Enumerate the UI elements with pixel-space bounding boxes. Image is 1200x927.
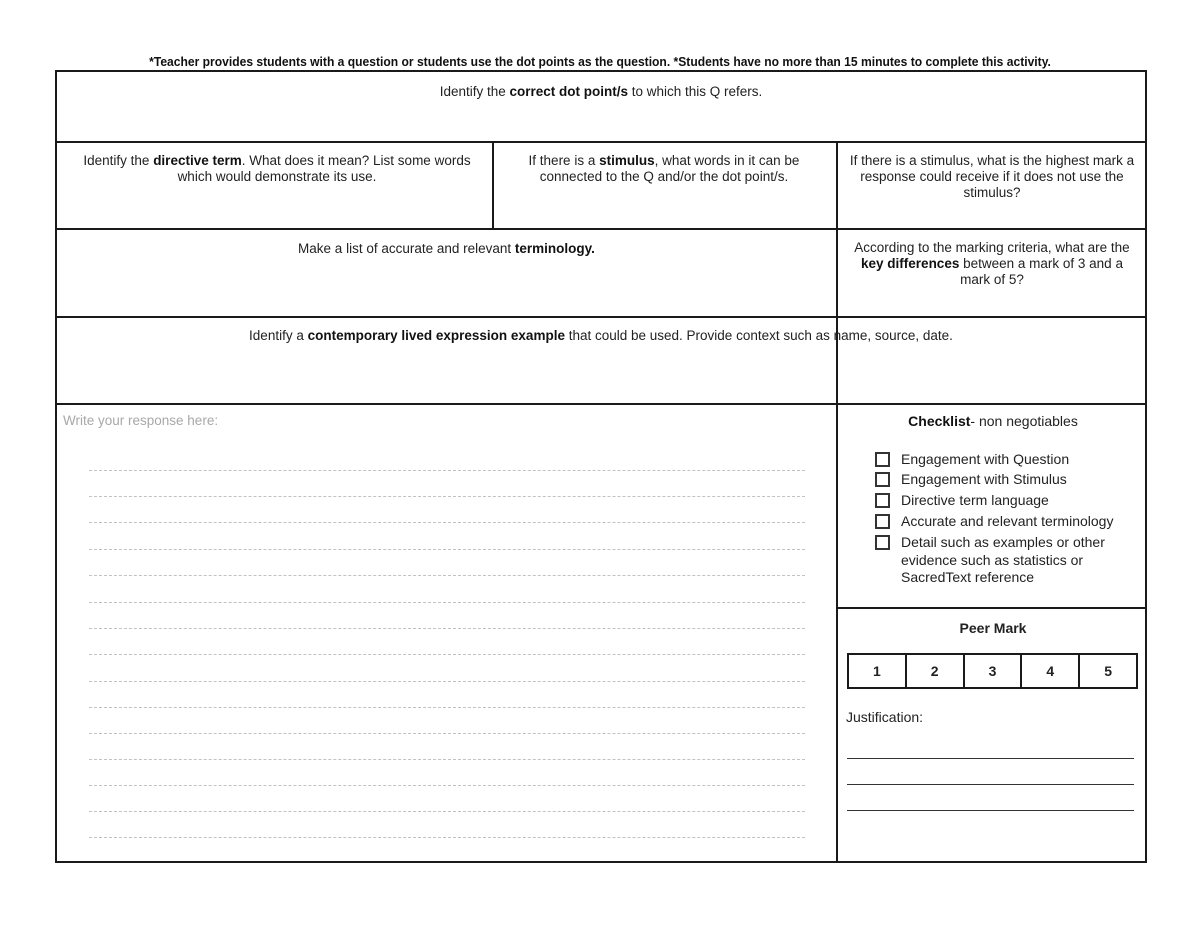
worksheet-table [55,70,1147,863]
response-line[interactable] [89,628,805,629]
response-line[interactable] [89,522,805,523]
prompt-text: According to the marking criteria, what are the [854,240,1130,255]
divider [837,607,1145,609]
checklist-item-label: Engagement with Stimulus [901,471,1067,487]
checkbox-icon[interactable] [875,535,890,550]
instruction-text: *Teacher provides students with a question or students use the dot points as the question. *Students have no more than 15 minutes to complete this activity. [149,54,1051,69]
justification-label: Justification: [846,709,924,725]
response-line[interactable] [89,733,805,734]
prompt-text: Make a list of accurate and relevant [298,241,515,256]
response-line[interactable] [89,575,805,576]
prompt-keyword: directive term [153,153,242,168]
mark-option[interactable]: 2 [907,655,965,687]
prompt-keyword: contemporary lived expression example [307,328,565,343]
response-line[interactable] [89,811,805,812]
justification-line[interactable] [847,758,1134,759]
response-line[interactable] [89,496,805,497]
checklist-title-bold: Checklist [908,413,971,429]
stimulus-prompt[interactable] [503,153,825,185]
divider [57,228,1145,230]
justification-line[interactable] [847,810,1134,811]
response-line[interactable] [89,470,805,471]
checklist-item-label: Engagement with Question [901,451,1070,467]
prompt-keyword: correct dot point/s [509,84,628,99]
prompt-text: If there is a [528,153,600,168]
response-line[interactable] [89,602,805,603]
checkbox-icon[interactable] [875,493,890,508]
prompt-text: Identify the [439,84,510,99]
mark-option[interactable]: 1 [849,655,907,687]
peer-mark-scale [847,653,1138,689]
key-differences-prompt[interactable] [845,240,1139,288]
mark-option[interactable]: 3 [965,655,1023,687]
prompt-keyword: stimulus [599,153,655,168]
checkbox-icon[interactable] [875,514,890,529]
prompt-text: Identify the [83,153,154,168]
response-line[interactable] [89,654,805,655]
response-line[interactable] [89,549,805,550]
lived-expression-prompt[interactable] [57,328,1145,344]
prompt-text: Identify a [249,328,308,343]
prompt-text: between a mark of 3 and a mark of 5? [959,256,1123,287]
response-line[interactable] [89,785,805,786]
checklist-item-label: Directive term language [901,492,1049,508]
dot-point-prompt[interactable] [57,84,1145,100]
response-line[interactable] [89,837,805,838]
checkbox-icon[interactable] [875,472,890,487]
divider [492,141,494,229]
prompt-keyword: terminology. [514,241,595,256]
prompt-text: that could be used. Provide context such as name, source, date. [564,328,953,343]
divider [57,403,1145,405]
directive-term-prompt[interactable] [71,153,483,185]
checklist-item-label: Detail such as examples or other evidence such as statistics or SacredText reference [901,534,1105,585]
prompt-keyword: key differences [861,256,960,271]
terminology-prompt[interactable] [57,241,836,257]
checklist-title-rest: - non negotiables [970,413,1078,429]
divider [57,141,1145,143]
checkbox-icon[interactable] [875,452,890,467]
prompt-text: If there is a stimulus, what is the highest mark a response could receive if it does not use the stimulus? [849,153,1135,200]
response-line[interactable] [89,759,805,760]
response-label[interactable]: Write your response here: [63,413,219,428]
mark-option[interactable]: 4 [1022,655,1080,687]
prompt-text: to which this Q refers. [628,84,763,99]
checklist-title [839,413,1147,429]
justification-line[interactable] [847,784,1134,785]
response-line[interactable] [89,681,805,682]
response-line[interactable] [89,707,805,708]
checklist-item-label: Accurate and relevant terminology [901,513,1114,529]
prompt-text: . What does it mean? List some words which would demonstrate its use. [177,153,471,184]
divider [57,316,1145,318]
divider [836,141,838,861]
highest-mark-prompt[interactable] [847,153,1137,201]
mark-option[interactable]: 5 [1104,663,1112,679]
prompt-text: , what words in it can be connected to the Q and/or the dot point/s. [539,153,800,184]
peer-mark-title: Peer Mark [959,620,1027,636]
